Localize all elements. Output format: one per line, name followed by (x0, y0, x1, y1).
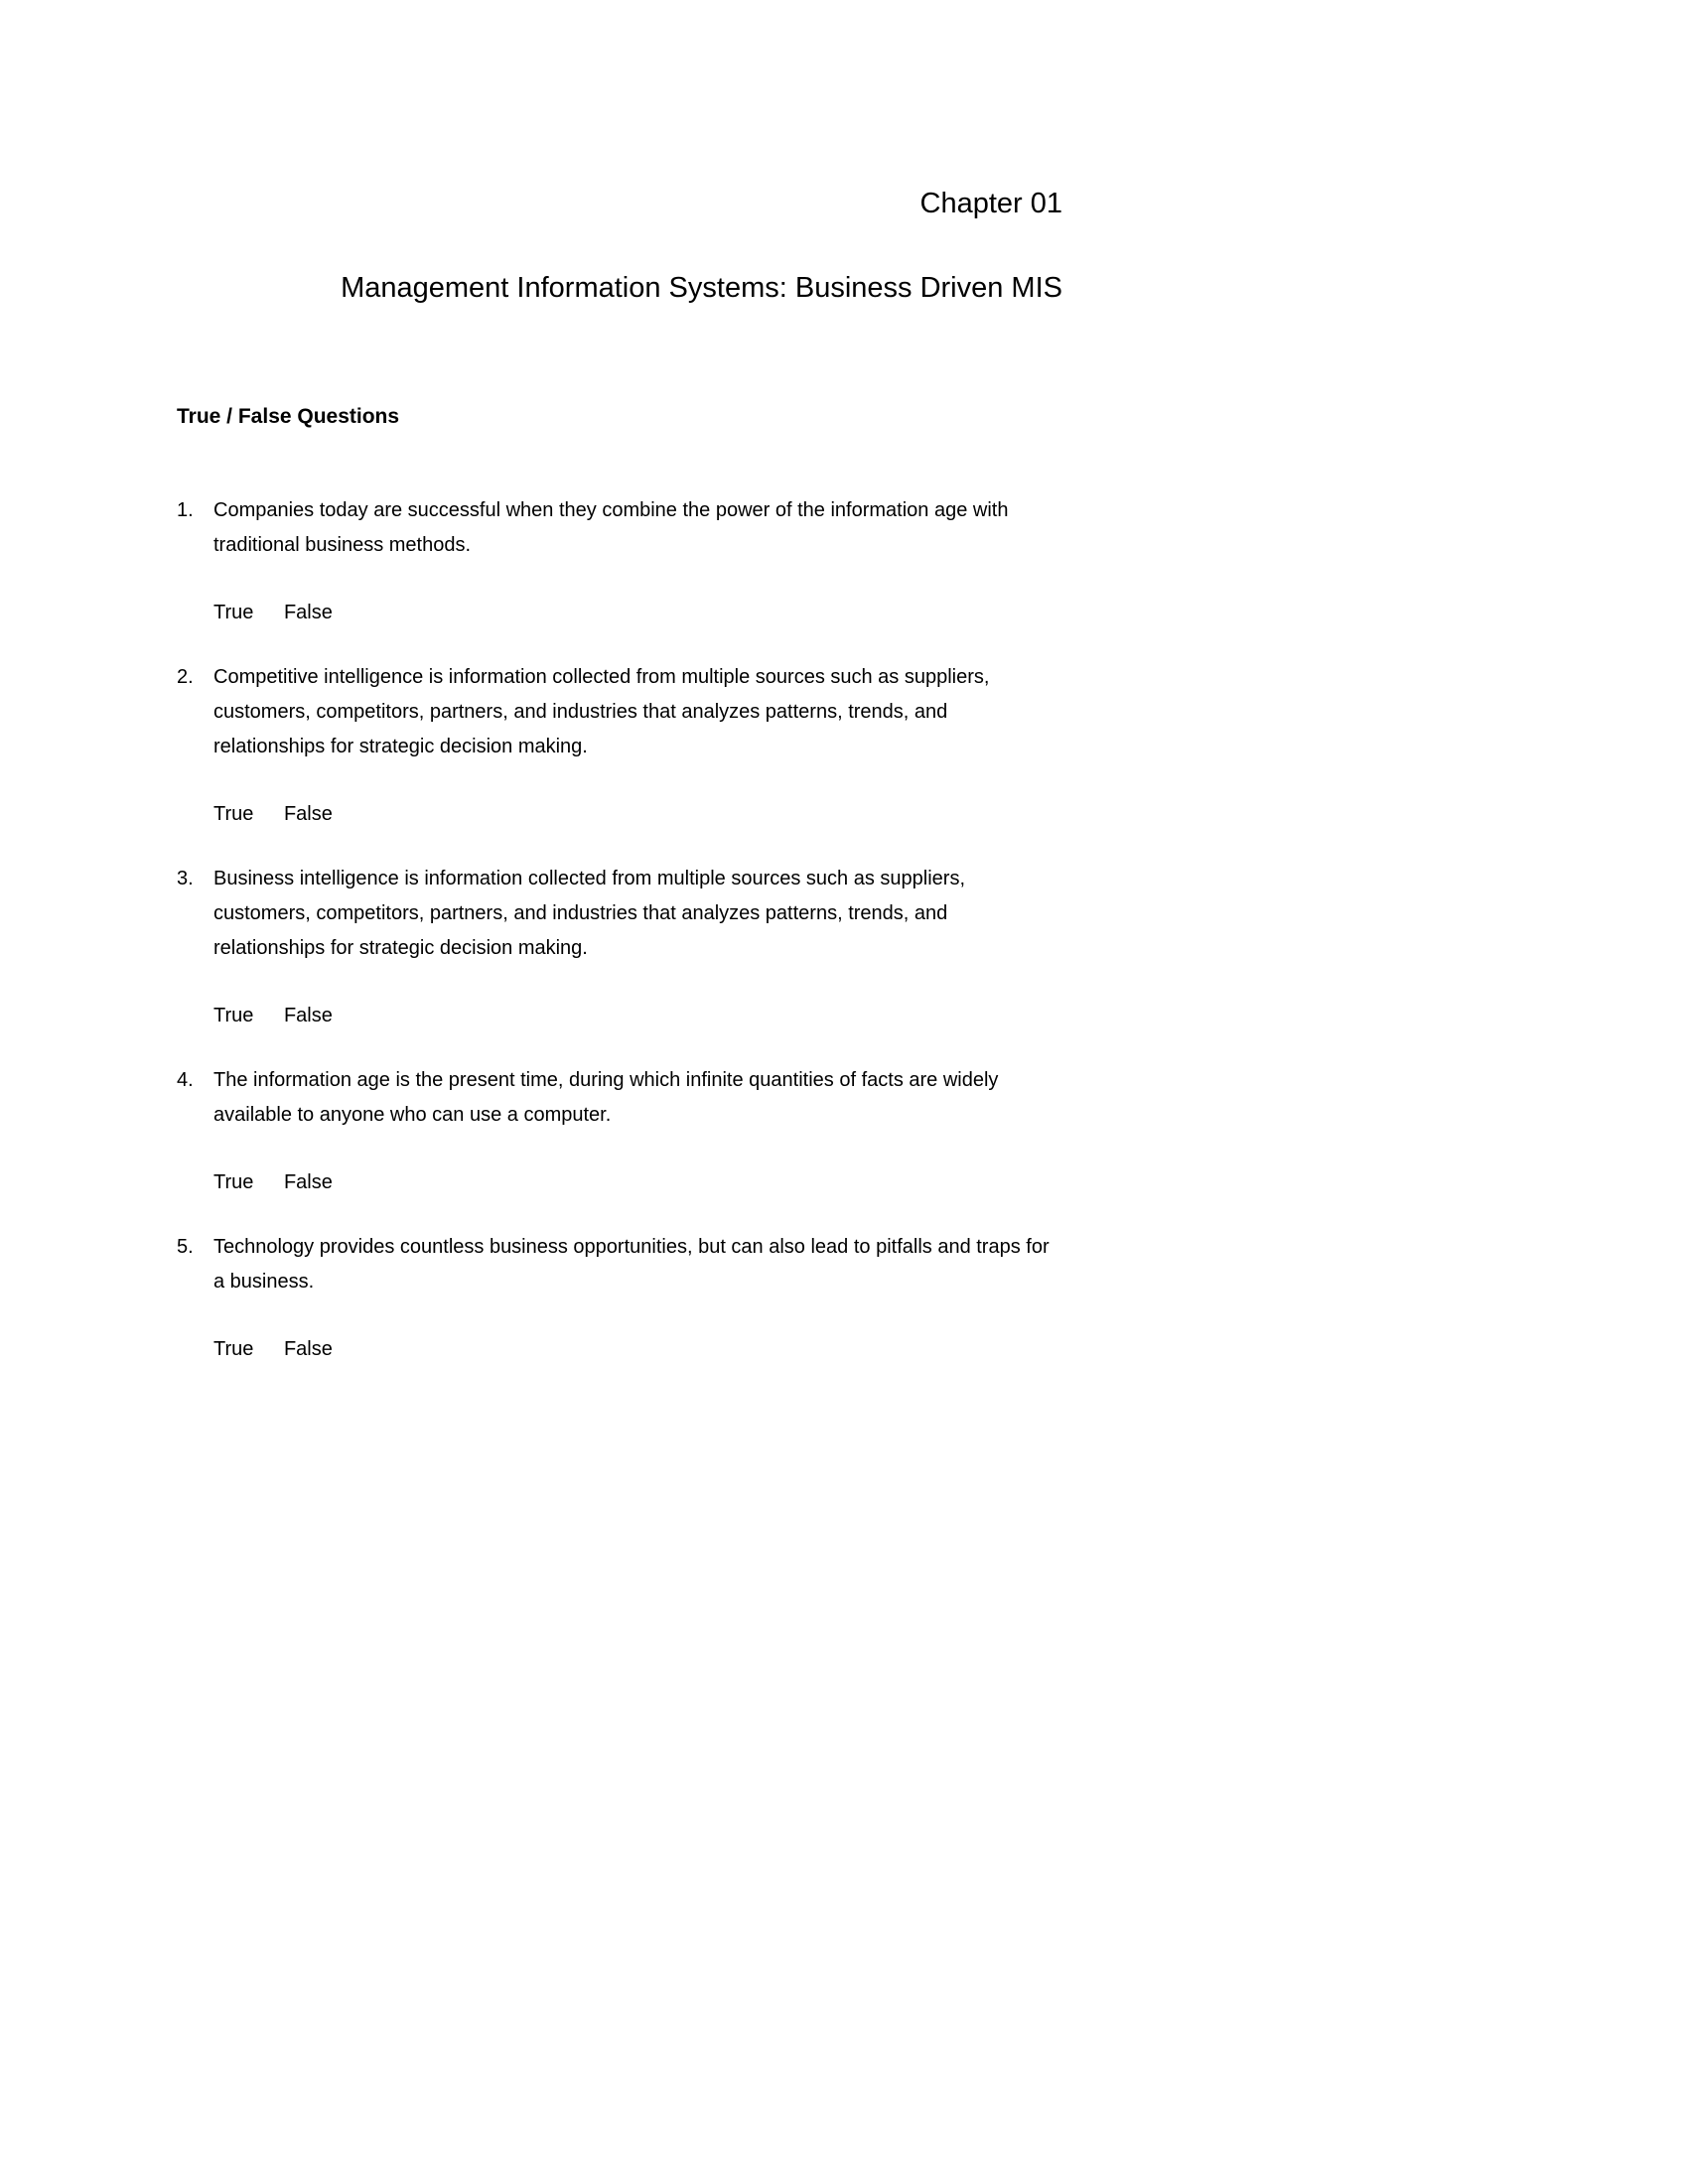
true-option: True (213, 1005, 254, 1026)
question-item (177, 660, 1062, 832)
document-header (177, 184, 1062, 308)
answer-options (213, 797, 1062, 832)
question-number: 4. (177, 1069, 194, 1091)
false-option: False (283, 602, 333, 623)
question-row (177, 660, 1062, 764)
true-option: True (213, 803, 254, 825)
false-option: False (283, 1338, 333, 1360)
true-option: True (213, 602, 254, 623)
question-row (177, 1230, 1062, 1299)
true-option: True (213, 1171, 254, 1193)
false-option: False (283, 803, 333, 825)
chapter-title: Chapter 01 (919, 188, 1062, 219)
document-title: Management Information Systems: Business Driven MIS (341, 272, 1062, 304)
question-text: Companies today are successful when they combine the power of the information age with traditional business methods. (213, 499, 1009, 556)
question-text: Technology provides countless business opportunities, but can also lead to pitfalls and traps for a business. (213, 1236, 1050, 1293)
question-row (177, 1063, 1062, 1133)
question-number: 2. (177, 666, 194, 688)
question-item (177, 493, 1062, 630)
question-number: 5. (177, 1236, 194, 1258)
true-option: True (213, 1338, 254, 1360)
question-row (177, 493, 1062, 563)
document-body (177, 402, 1062, 1367)
answer-options (213, 1165, 1062, 1200)
question-row (177, 862, 1062, 966)
false-option: False (283, 1005, 333, 1026)
false-option: False (283, 1171, 333, 1193)
section-heading: True / False Questions (177, 405, 400, 428)
answer-options (213, 596, 1062, 630)
answer-options (213, 999, 1062, 1033)
question-text: The information age is the present time, during which infinite quantities of facts are widely available to anyone who can use a computer. (213, 1069, 999, 1126)
question-number: 1. (177, 499, 194, 521)
question-text: Business intelligence is information collected from multiple sources such as suppliers, customers, competitors, partners, and industries that analyzes patterns, trends, and relationships for strategic decision making. (213, 868, 966, 959)
question-text: Competitive intelligence is information collected from multiple sources such as suppliers, customers, competitors, partners, and industries that analyzes patterns, trends, and relationships for strategic decision making. (213, 666, 990, 757)
question-number: 3. (177, 868, 194, 889)
question-item (177, 862, 1062, 1033)
answer-options (213, 1332, 1062, 1367)
question-item (177, 1063, 1062, 1200)
question-item (177, 1230, 1062, 1367)
